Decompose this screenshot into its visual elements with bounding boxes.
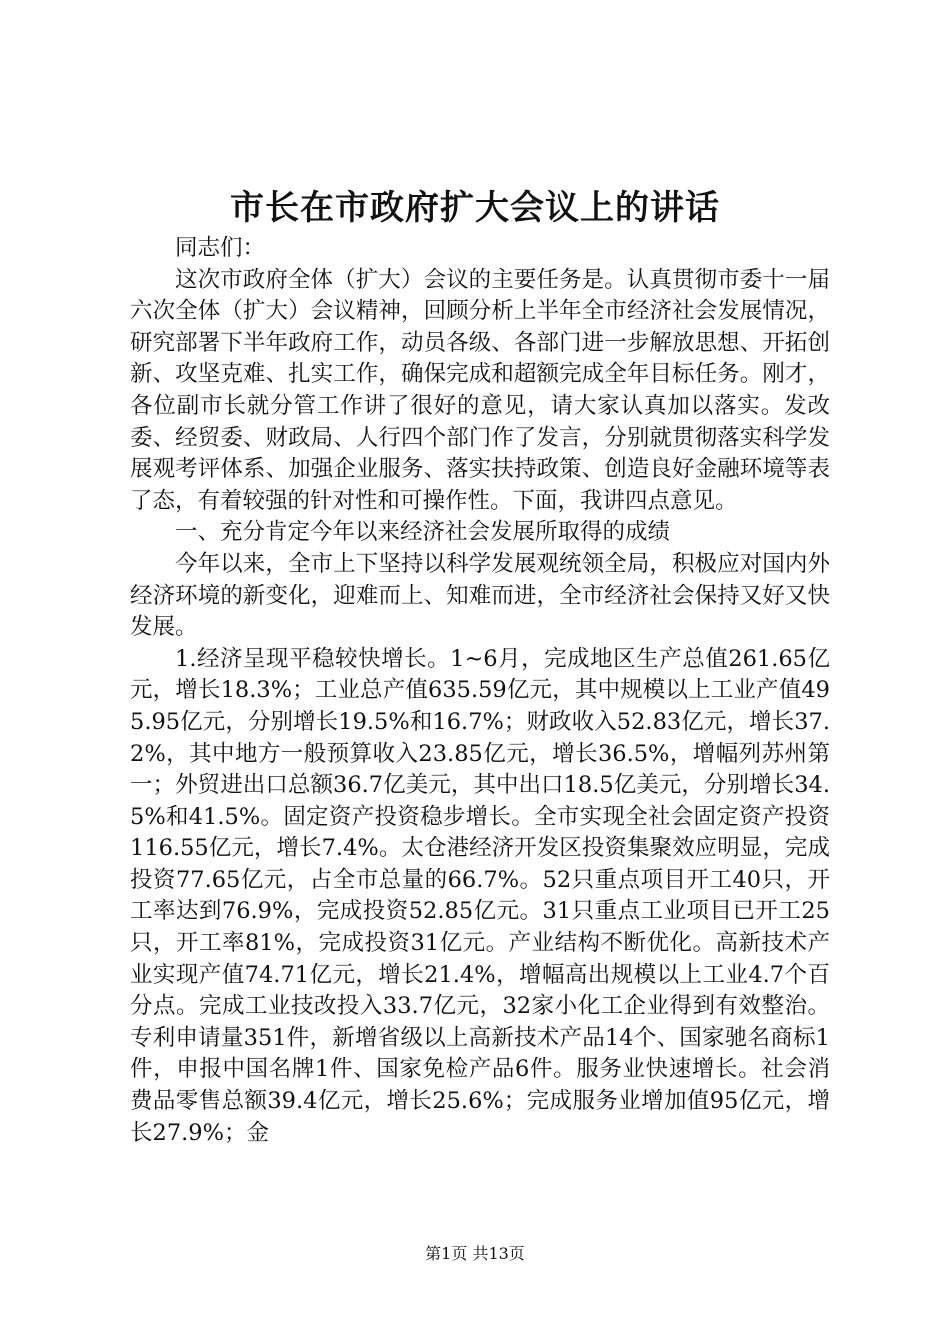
document-body — [130, 233, 830, 1149]
salutation-paragraph: 同志们： — [175, 235, 266, 261]
body-paragraph: 1.经济呈现平稳较快增长。1~6月，完成地区生产总值261.65亿元，增长18.3%；工业总产值635.59亿元，其中规模以上工业产值495.95亿元，分别增长19.5%和16.7%；财政收入52.83亿元，增长37.2%，其中地方一般预算收入23.85亿元，增长36.5%，增幅列苏州第一；外贸进出口总额36.7亿美元，其中出口18.5亿美元，分别增长34.5%和41.5%。固定资产投资稳步增长。全市实现全社会固定资产投资116.55亿元，增长7.4%。太仓港经济开发区投资集聚效应明显，完成投资77.65亿元，占全市总量的66.7%。52只重点项目开工40只，开工率达到76.9%，完成投资52.85亿元。31只重点工业项目已开工25只，开工率81%，完成投资31亿元。产业结构不断优化。高新技术产业实现产值74.71亿元，增长21.4%，增幅高出规模以上工业4.7个百分点。完成工业技改投入33.7亿元，32家小化工企业得到有效整治。专利申请量351件，新增省级以上高新技术产品14个、国家驰名商标1件，申报中国名牌1件、国家免检产品6件。服务业快速增长。社会消费品零售总额39.4亿元，增长25.6%；完成服务业增加值95亿元，增长27.9%；金 — [130, 645, 830, 1146]
document-title: 市长在市政府扩大会议上的讲话 — [230, 188, 720, 228]
body-paragraph: 今年以来，全市上下坚持以科学发展观统领全局，积极应对国内外经济环境的新变化，迎难而上、知难而进，全市经济社会保持又好又快发展。 — [130, 550, 830, 641]
intro-paragraph: 这次市政府全体（扩大）会议的主要任务是。认真贯彻市委十一届六次全体（扩大）会议精神，回顾分析上半年全市经济社会发展情况，研究部署下半年政府工作，动员各级、各部门进一步解放思想、开拓创新、攻坚克难、扎实工作，确保完成和超额完成全年目标任务。刚才，各位副市长就分管工作讲了很好的意见，请大家认真加以落实。发改委、经贸委、财政局、人行四个部门作了发言，分别就贯彻落实科学发展观考评体系、加强企业服务、落实扶持政策、创造良好金融环境等表了态，有着较强的针对性和可操作性。下面，我讲四点意见。 — [130, 266, 830, 514]
section-heading: 一、充分肯定今年以来经济社会发展所取得的成绩 — [175, 519, 671, 546]
page-footer: 第1页 共13页 — [425, 1244, 525, 1263]
